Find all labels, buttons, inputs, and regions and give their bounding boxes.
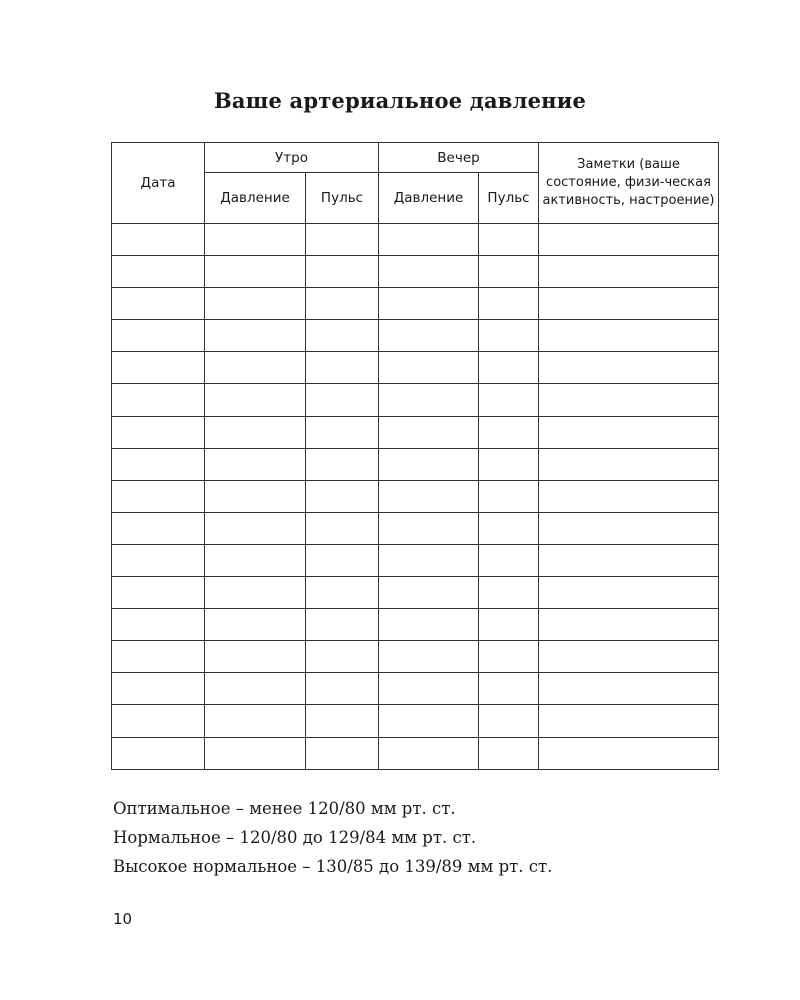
date-cell: [112, 512, 205, 544]
date-cell: [112, 705, 205, 737]
table-row: [112, 480, 719, 512]
legend-normal: Нормальное – 120/80 до 129/84 мм рт. ст.: [113, 828, 477, 847]
morning-pulse-cell: [306, 673, 379, 705]
morning-pressure-cell: [205, 352, 306, 384]
morning-pulse-cell: [306, 544, 379, 576]
evening-pressure-cell: [379, 224, 479, 256]
morning-pulse-header: Пульс: [306, 173, 379, 224]
morning-pulse-cell: [306, 224, 379, 256]
evening-pulse-cell: [479, 320, 539, 352]
notes-cell: [539, 416, 719, 448]
notes-cell: [539, 673, 719, 705]
evening-pulse-cell: [479, 416, 539, 448]
notes-cell: [539, 352, 719, 384]
table-row: [112, 512, 719, 544]
date-cell: [112, 288, 205, 320]
morning-pressure-cell: [205, 480, 306, 512]
morning-pulse-cell: [306, 288, 379, 320]
date-cell: [112, 320, 205, 352]
evening-pulse-cell: [479, 288, 539, 320]
morning-pressure-cell: [205, 705, 306, 737]
evening-pulse-cell: [479, 705, 539, 737]
date-cell: [112, 577, 205, 609]
evening-pulse-cell: [479, 544, 539, 576]
table-row: [112, 705, 719, 737]
table-body: [112, 224, 719, 770]
notes-cell: [539, 320, 719, 352]
evening-pressure-cell: [379, 448, 479, 480]
morning-pressure-cell: [205, 673, 306, 705]
morning-pressure-cell: [205, 544, 306, 576]
evening-header: Вечер: [379, 143, 539, 173]
table-row: [112, 320, 719, 352]
date-cell: [112, 352, 205, 384]
morning-pressure-cell: [205, 320, 306, 352]
page-number: 10: [113, 910, 133, 928]
notes-cell: [539, 512, 719, 544]
morning-pulse-cell: [306, 352, 379, 384]
notes-header: Заметки (ваше состояние, физи-ческая активность, настроение): [539, 143, 719, 224]
table-row: [112, 416, 719, 448]
morning-pressure-cell: [205, 641, 306, 673]
legend-optimal: Оптимальное – менее 120/80 мм рт. ст.: [113, 799, 456, 818]
morning-pulse-cell: [306, 384, 379, 416]
evening-pressure-cell: [379, 480, 479, 512]
morning-header: Утро: [205, 143, 379, 173]
morning-pressure-cell: [205, 416, 306, 448]
table-row: [112, 224, 719, 256]
date-header: Дата: [112, 143, 205, 224]
evening-pressure-header: Давление: [379, 173, 479, 224]
morning-pressure-cell: [205, 224, 306, 256]
morning-pressure-cell: [205, 448, 306, 480]
date-cell: [112, 416, 205, 448]
evening-pulse-cell: [479, 352, 539, 384]
table-row: [112, 352, 719, 384]
morning-pulse-cell: [306, 320, 379, 352]
morning-pulse-cell: [306, 577, 379, 609]
notes-cell: [539, 737, 719, 769]
morning-pulse-cell: [306, 737, 379, 769]
morning-pressure-cell: [205, 512, 306, 544]
notes-cell: [539, 609, 719, 641]
table-row: [112, 384, 719, 416]
table-row: [112, 609, 719, 641]
page-title: Ваше артериальное давление: [213, 88, 587, 113]
table-row: [112, 448, 719, 480]
notes-cell: [539, 224, 719, 256]
evening-pulse-cell: [479, 577, 539, 609]
notes-cell: [539, 480, 719, 512]
morning-pulse-cell: [306, 641, 379, 673]
notes-cell: [539, 641, 719, 673]
date-cell: [112, 448, 205, 480]
evening-pulse-cell: [479, 641, 539, 673]
notes-cell: [539, 577, 719, 609]
morning-pressure-cell: [205, 384, 306, 416]
evening-pressure-cell: [379, 609, 479, 641]
table-row: [112, 544, 719, 576]
evening-pressure-cell: [379, 384, 479, 416]
pressure-legend: [113, 794, 552, 881]
evening-pressure-cell: [379, 416, 479, 448]
evening-pulse-cell: [479, 480, 539, 512]
table-row: [112, 288, 719, 320]
evening-pressure-cell: [379, 673, 479, 705]
morning-pulse-cell: [306, 705, 379, 737]
date-cell: [112, 673, 205, 705]
evening-pulse-cell: [479, 512, 539, 544]
table-row: [112, 256, 719, 288]
morning-pressure-header: Давление: [205, 173, 306, 224]
evening-pressure-cell: [379, 320, 479, 352]
evening-pulse-cell: [479, 609, 539, 641]
evening-pulse-cell: [479, 384, 539, 416]
evening-pressure-cell: [379, 256, 479, 288]
morning-pulse-cell: [306, 512, 379, 544]
date-cell: [112, 609, 205, 641]
table-row: [112, 673, 719, 705]
morning-pulse-cell: [306, 256, 379, 288]
notes-cell: [539, 384, 719, 416]
notes-cell: [539, 448, 719, 480]
evening-pulse-header: Пульс: [479, 173, 539, 224]
evening-pressure-cell: [379, 544, 479, 576]
evening-pulse-cell: [479, 448, 539, 480]
evening-pulse-cell: [479, 256, 539, 288]
notes-cell: [539, 544, 719, 576]
date-cell: [112, 224, 205, 256]
evening-pressure-cell: [379, 288, 479, 320]
evening-pressure-cell: [379, 577, 479, 609]
date-cell: [112, 737, 205, 769]
date-cell: [112, 480, 205, 512]
notes-cell: [539, 288, 719, 320]
morning-pressure-cell: [205, 609, 306, 641]
morning-pulse-cell: [306, 448, 379, 480]
evening-pulse-cell: [479, 673, 539, 705]
date-cell: [112, 384, 205, 416]
morning-pulse-cell: [306, 609, 379, 641]
evening-pressure-cell: [379, 512, 479, 544]
morning-pressure-cell: [205, 737, 306, 769]
notes-cell: [539, 705, 719, 737]
table-row: [112, 737, 719, 769]
blood-pressure-log-table: [111, 142, 719, 770]
morning-pressure-cell: [205, 288, 306, 320]
evening-pulse-cell: [479, 737, 539, 769]
evening-pressure-cell: [379, 641, 479, 673]
legend-high-normal: Высокое нормальное – 130/85 до 139/89 мм рт. ст.: [113, 857, 553, 876]
date-cell: [112, 641, 205, 673]
date-cell: [112, 256, 205, 288]
morning-pressure-cell: [205, 256, 306, 288]
table-row: [112, 577, 719, 609]
table-row: [112, 641, 719, 673]
morning-pulse-cell: [306, 416, 379, 448]
notes-cell: [539, 256, 719, 288]
date-cell: [112, 544, 205, 576]
morning-pressure-cell: [205, 577, 306, 609]
morning-pulse-cell: [306, 480, 379, 512]
evening-pressure-cell: [379, 352, 479, 384]
evening-pressure-cell: [379, 705, 479, 737]
evening-pulse-cell: [479, 224, 539, 256]
evening-pressure-cell: [379, 737, 479, 769]
